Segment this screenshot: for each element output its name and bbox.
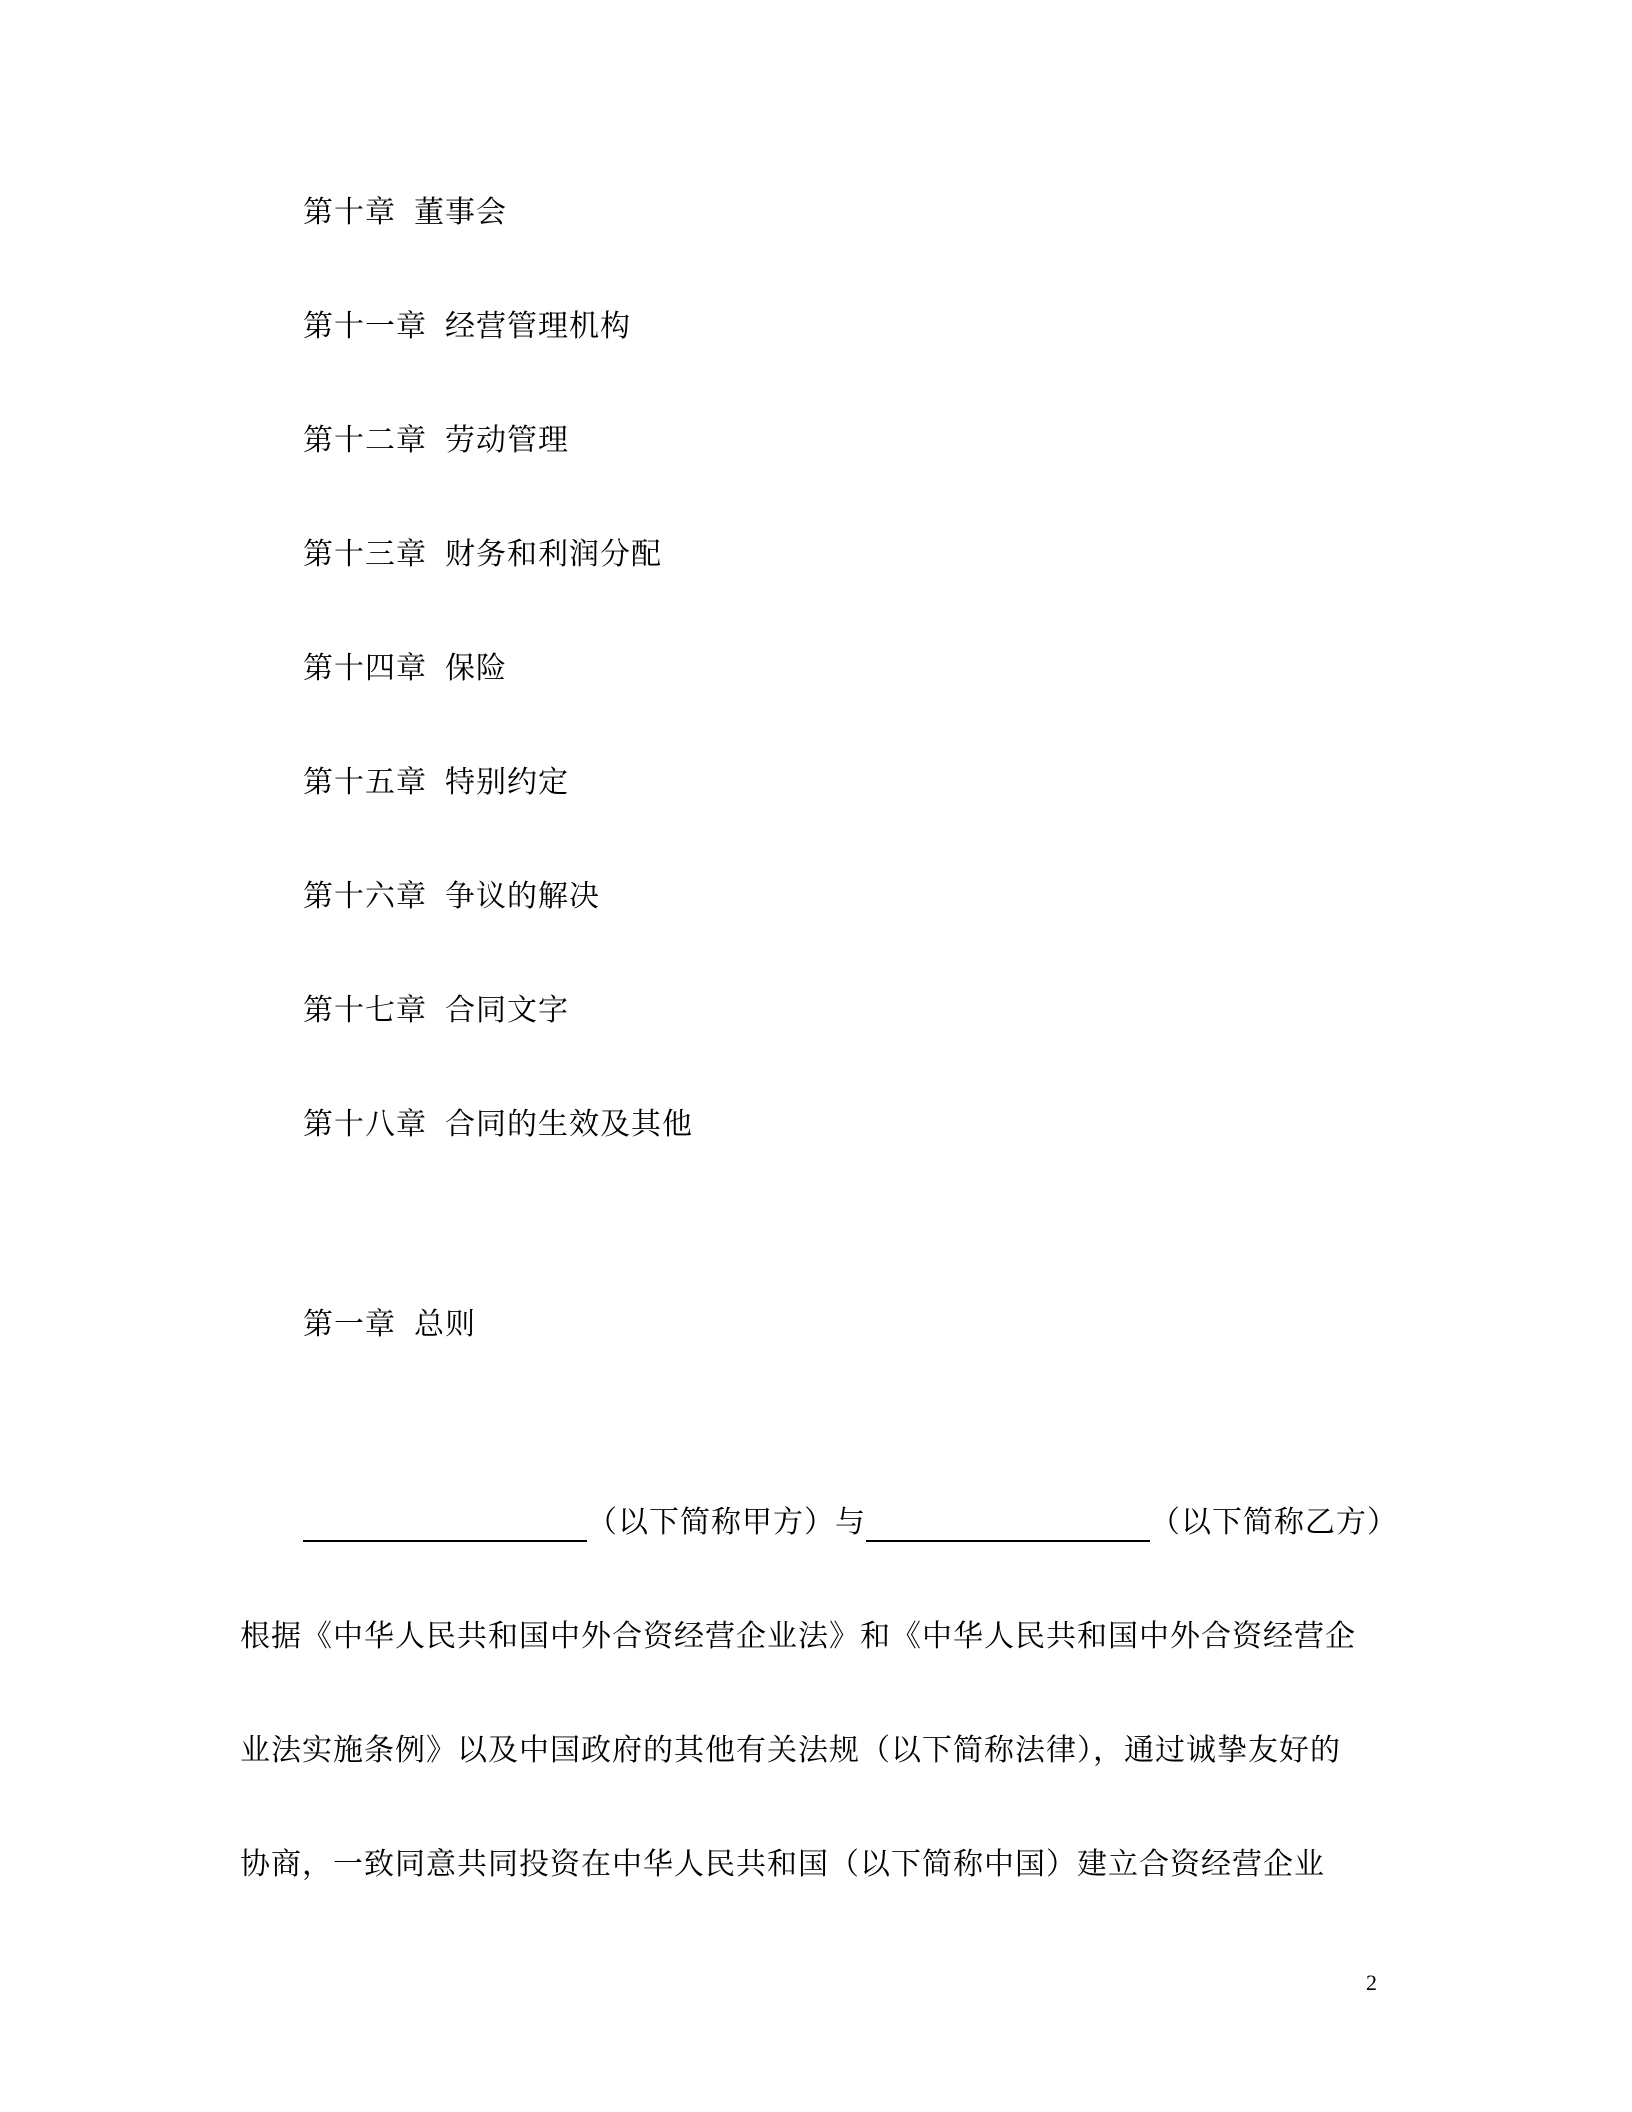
toc-chapter-title: 经营管理机构 (445, 309, 631, 344)
toc-item (303, 194, 507, 232)
toc-chapter-number: 第十七章 (303, 993, 427, 1028)
toc-chapter-title: 特别约定 (445, 765, 569, 800)
toc-item (303, 308, 631, 346)
paragraph-line: 业法实施条例》以及中国政府的其他有关法规（以下简称法律），通过诚挚友好的 (240, 1733, 1341, 1768)
toc-item (303, 1106, 693, 1144)
toc-chapter-title: 劳动管理 (445, 423, 569, 458)
toc-item (303, 992, 569, 1030)
toc-chapter-title: 合同文字 (445, 993, 569, 1028)
page-number: 2 (1366, 1970, 1377, 1995)
toc-chapter-number: 第十五章 (303, 765, 427, 800)
toc-chapter-number: 第十八章 (303, 1107, 427, 1142)
toc-chapter-title: 合同的生效及其他 (445, 1107, 693, 1142)
toc-chapter-title: 董事会 (414, 195, 507, 230)
chapter-number: 第一章 (303, 1307, 396, 1342)
chapter-heading (303, 1306, 476, 1344)
toc-item (303, 422, 569, 460)
paragraph-first-line (303, 1504, 1398, 1550)
party-a-label: （以下简称甲方）与 (587, 1505, 866, 1540)
party-b-blank-line (866, 1504, 1150, 1542)
party-b-label: （以下简称乙方） (1150, 1505, 1398, 1540)
toc-chapter-title: 保险 (445, 651, 507, 686)
toc-chapter-number: 第十章 (303, 195, 396, 230)
toc-chapter-number: 第十二章 (303, 423, 427, 458)
toc-item (303, 764, 569, 802)
toc-chapter-number: 第十一章 (303, 309, 427, 344)
toc-chapter-title: 争议的解决 (445, 879, 600, 914)
toc-item (303, 650, 507, 688)
toc-chapter-title: 财务和利润分配 (445, 537, 662, 572)
party-a-blank-line (303, 1504, 587, 1542)
paragraph-line: 协商，一致同意共同投资在中华人民共和国（以下简称中国）建立合资经营企业 (240, 1847, 1325, 1882)
toc-chapter-number: 第十六章 (303, 879, 427, 914)
toc-chapter-number: 第十三章 (303, 537, 427, 572)
toc-chapter-number: 第十四章 (303, 651, 427, 686)
toc-item (303, 878, 600, 916)
chapter-title: 总则 (414, 1307, 476, 1342)
toc-item (303, 536, 662, 574)
paragraph-line: 根据《中华人民共和国中外合资经营企业法》和《中华人民共和国中外合资经营企 (240, 1619, 1356, 1654)
